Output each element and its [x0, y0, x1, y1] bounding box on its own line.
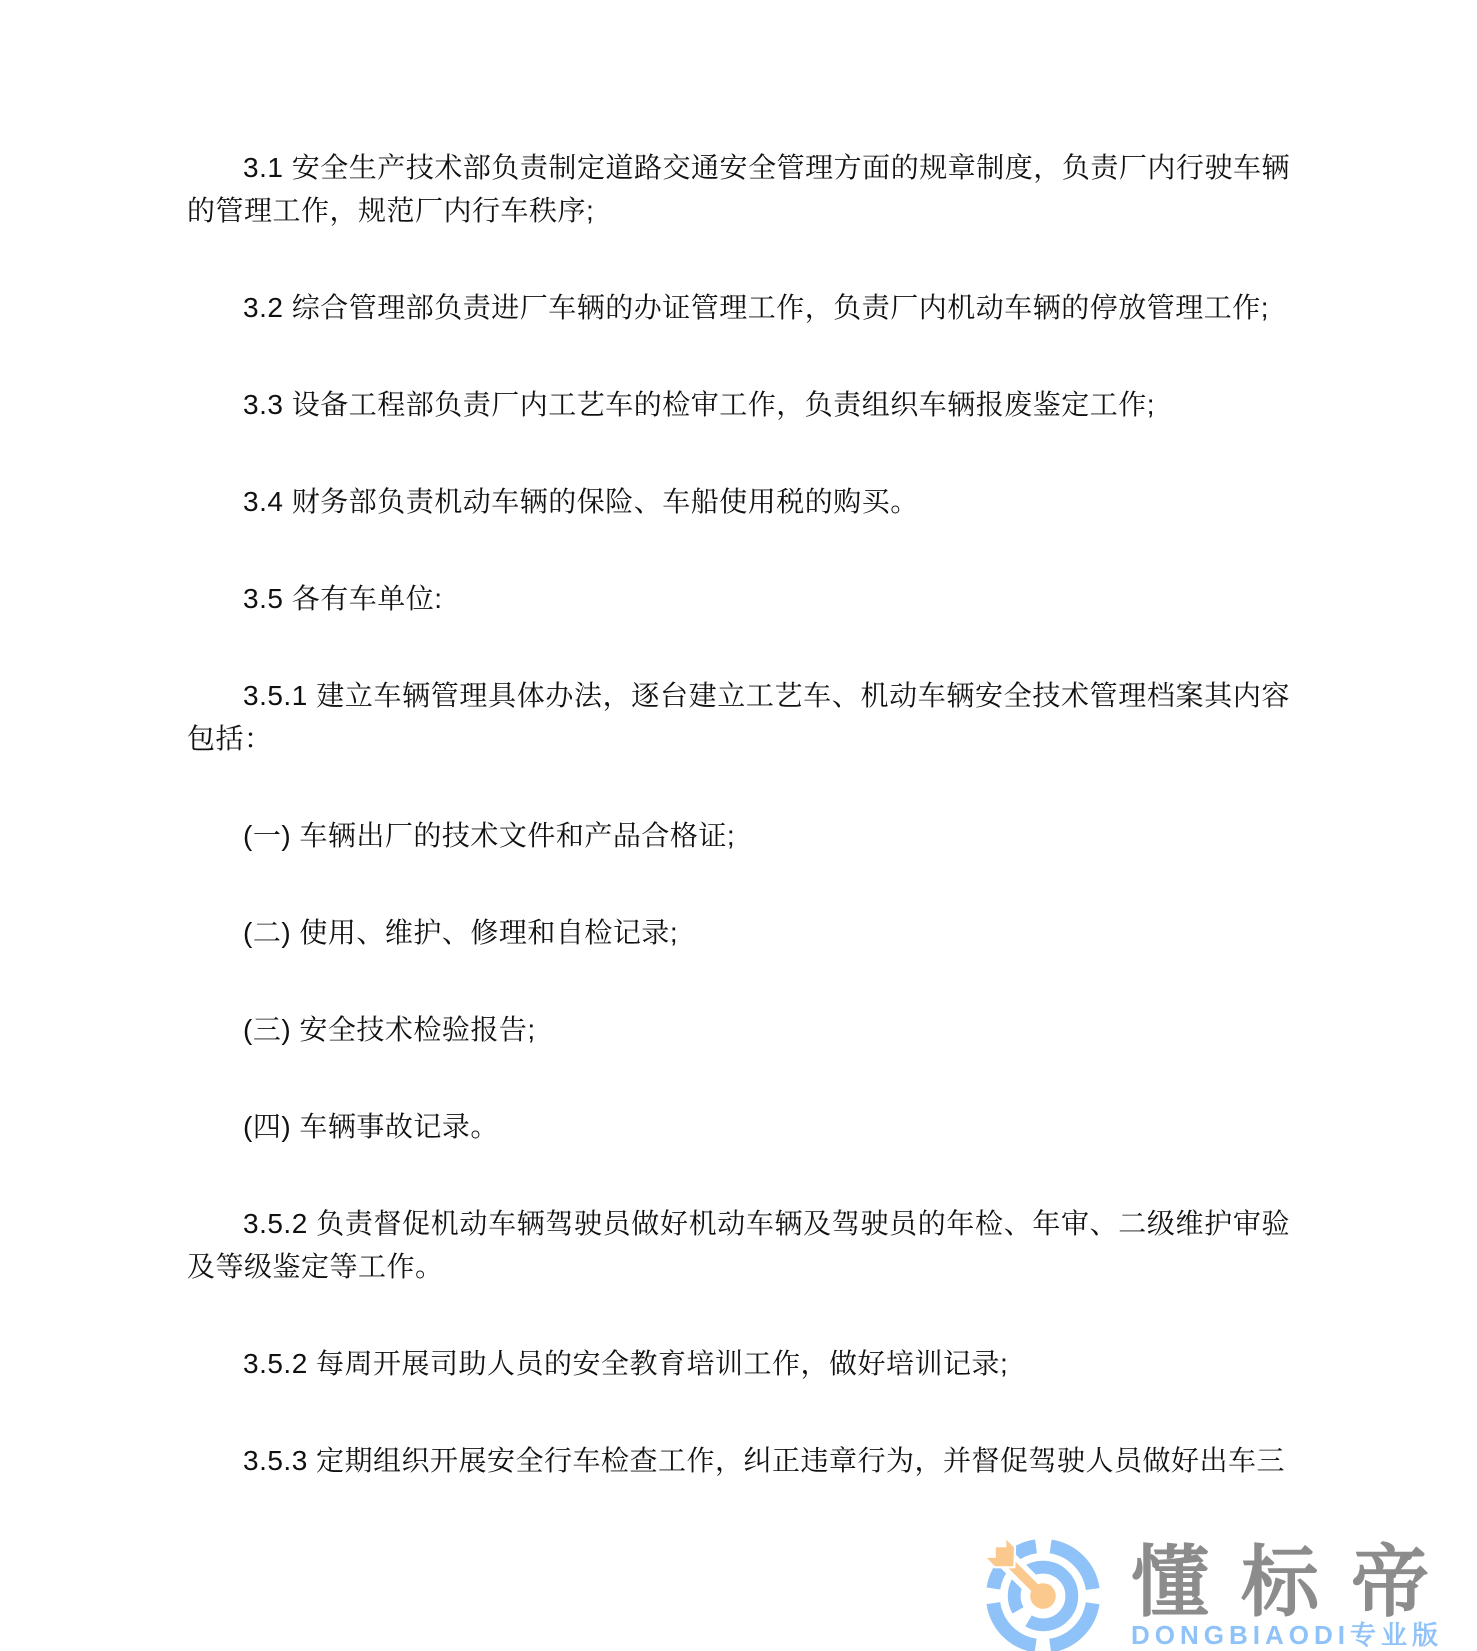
- paragraph-3-3: 3.3 设备工程部负责厂内工艺车的检审工作，负责组织车辆报废鉴定工作;: [243, 389, 1155, 420]
- dongbiaodi-watermark: [963, 1516, 1477, 1651]
- paragraph-3-5-2b: 3.5.2 每周开展司助人员的安全教育培训工作，做好培训记录;: [243, 1348, 1009, 1379]
- target-arrow-icon: [963, 1516, 1123, 1651]
- paragraph-3-4: 3.4 财务部负责机动车辆的保险、车船使用税的购买。: [243, 486, 919, 517]
- paragraph-item-2: (二) 使用、维护、修理和自检记录;: [243, 917, 679, 948]
- watermark-brand-en: DONGBIAODI专业版: [1131, 1620, 1444, 1650]
- paragraph-3-2: 3.2 综合管理部负责进厂车辆的办证管理工作，负责厂内机动车辆的停放管理工作;: [243, 292, 1269, 323]
- paragraph-3-5-1: 3.5.1 建立车辆管理具体办法，逐台建立工艺车、机动车辆安全技术管理档案其内容包括：: [187, 680, 1290, 754]
- paragraph-item-3: (三) 安全技术检验报告;: [243, 1014, 536, 1045]
- paragraph-3-5-2a: 3.5.2 负责督促机动车辆驾驶员做好机动车辆及驾驶员的年检、年审、二级维护审验及等级鉴定等工作。: [187, 1208, 1290, 1282]
- paragraph-3-5: 3.5 各有车单位:: [243, 583, 443, 614]
- paragraph-3-1: 3.1 安全生产技术部负责制定道路交通安全管理方面的规章制度，负责厂内行驶车辆的管理工作，规范厂内行车秩序;: [187, 152, 1290, 226]
- watermark-text: [1131, 1538, 1462, 1650]
- watermark-brand-cn: 懂标帝: [1131, 1538, 1462, 1626]
- paragraph-3-5-3: 3.5.3 定期组织开展安全行车检查工作，纠正违章行为，并督促驾驶人员做好出车三: [243, 1445, 1286, 1476]
- paragraph-item-4: (四) 车辆事故记录。: [243, 1111, 499, 1142]
- paragraph-item-1: (一) 车辆出厂的技术文件和产品合格证;: [243, 820, 736, 851]
